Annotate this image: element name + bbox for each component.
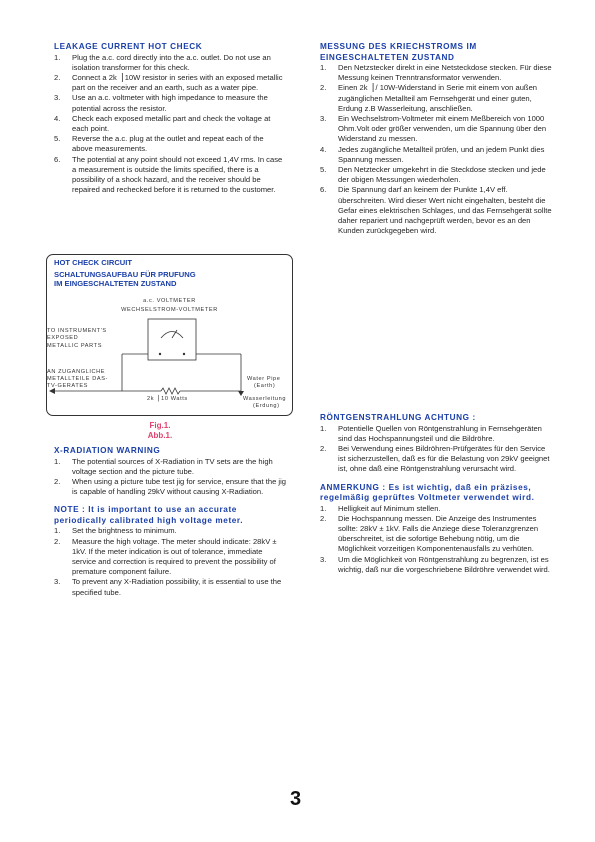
list-item — [320, 444, 552, 475]
water-pipe-label-de-1: Wasserleitung — [243, 396, 287, 402]
leakage-list-de — [320, 63, 552, 236]
leakage-heading-de-line2: EINGESCHALTETEN ZUSTAND — [320, 52, 455, 62]
leakage-section-de — [320, 42, 552, 236]
voltmeter-terminal-left — [159, 353, 161, 355]
hot-check-circuit-box — [46, 254, 293, 416]
leakage-heading-de-line1: MESSUNG DES KRIECHSTROMS IM — [320, 42, 477, 51]
list-item — [320, 114, 552, 145]
list-item-number: 2. — [54, 536, 61, 546]
list-item-text: Jedes zugängliche Metallteil prüfen, und an jedem Punkt dies Spannung messen. — [338, 144, 545, 164]
list-item — [320, 165, 552, 185]
left-label-de-2: METALLTEILE DAS- — [47, 376, 108, 382]
xray-list-de — [320, 424, 552, 475]
list-item-text: Die Hochspannung messen. Die Anzeige des Instrumentes sollte: 28kV ± 1kV. Falls die Anziege diese Toleranzgrenzen überschreitet, ist die sofortige Behebung nötig, um die Möglichkeit vorzeitigen Komponentenausfalls zu verhüten. — [338, 513, 539, 554]
xray-list-en — [54, 457, 286, 498]
list-item-number: 1. — [320, 503, 327, 513]
list-item-number: 1. — [54, 526, 61, 536]
list-item — [320, 83, 552, 114]
list-item-number: 6. — [320, 185, 327, 195]
circuit-diagram — [47, 255, 292, 415]
list-item-number: 2. — [54, 476, 61, 486]
note-heading-de-line1: ANMERKUNG : Es ist wichtig, daß ein präzises, — [320, 482, 532, 492]
left-label-de-1: AN ZUGANGLICHE — [47, 369, 106, 375]
list-item-text: Reverse the a.c. plug at the outlet and repeat each of the above measurements. — [72, 134, 264, 154]
list-item — [54, 526, 286, 536]
list-item-text: To prevent any X-Radiation possibility, it is essential to use the specified tube. — [72, 577, 282, 597]
figure-caption — [110, 421, 210, 441]
list-item — [320, 504, 552, 514]
list-item — [54, 134, 286, 154]
list-item-number: 2. — [320, 513, 327, 523]
list-item-number: 6. — [54, 154, 61, 164]
meter-label-de: WECHSELSTROM-VOLTMETER — [121, 307, 218, 313]
list-item-text: When using a picture tube test jig for service, ensure that the jig is capable of handling 29kV without causing X-Radiation. — [72, 476, 287, 497]
list-item-text: Check each exposed metallic part and check the voltage at each point. — [72, 113, 271, 133]
list-item — [320, 555, 552, 575]
xray-heading-en: X-RADIATION WARNING — [54, 446, 161, 455]
xray-section-en — [54, 446, 286, 598]
list-item-text: Einen 2k▕ / 10W-Widerstand in Serie mit einem von außen zugänglichen Metallteil am Fernsehgerät und einer guten, Erdung z.B Wasserleitung, anschließen. — [338, 83, 538, 113]
list-item-number: 1. — [54, 456, 61, 466]
list-item-text: Um die Möglichkeit von Röntgenstrahlung zu begrenzen, ist es wichtig, daß nur die vorgeschriebene Bildröhre verwendet wird. — [338, 554, 550, 574]
leakage-list-en — [54, 53, 286, 196]
list-item — [54, 93, 286, 113]
note-list-de — [320, 504, 552, 575]
note-heading-de-line2: regelmäßig geprüftes Voltmeter verwendet wird. — [320, 493, 535, 503]
list-item-text: Die Spannung darf an keinem der Punkte 1,4V eff. überschreiten. Wird dieser Wert nicht eingehalten, besteht die Gefar eines elektrischen Schlages, und das Fernsehgerät sollte daher repariert und nachgeprüft werden, bevor es an den Kunden zurückgegeben wird. — [338, 185, 552, 236]
list-item — [54, 114, 286, 134]
figure-caption-de: Abb.1. — [147, 431, 173, 440]
list-item-number: 4. — [320, 144, 327, 154]
list-item-text: Use an a.c. voltmeter with high impedance to measure the potential across the resistor. — [72, 93, 268, 113]
list-item-text: Plug the a.c. cord directly into the a.c. outlet. Do not use an isolation transformer for this check. — [72, 52, 271, 72]
list-item-number: 3. — [54, 577, 61, 587]
list-item-text: Bei Verwendung eines Bildröhren-Prüfgerätes für den Service ist sicherzustellen, daß es für die Belastung von 29kV geeignet ist, ohne daß eine Röntgenstrahlung verursacht wird. — [338, 443, 550, 474]
note-list-en — [54, 526, 286, 597]
list-item-text: Measure the high voltage. The meter should indicate: 28kV ± 1kV. If the meter indication is out of tolerance, immediate service and correction is required to prevent the possibility of premature component failure. — [72, 536, 277, 577]
water-pipe-label-de-2: (Erdung) — [253, 403, 280, 409]
water-pipe-label-en-1: Water Pipe — [247, 376, 281, 382]
list-item-text: Helligkeit auf Minimum stellen. — [338, 503, 441, 513]
list-item-text: Ein Wechselstrom-Voltmeter mit einem Meßbereich von 1000 Ohm.Volt oder größer verwenden, um die Spannung über den Widerstand zu messen. — [338, 114, 547, 144]
list-item-number: 4. — [54, 113, 61, 123]
note-heading-en-line2: periodically calibrated high voltage meter. — [54, 515, 244, 525]
left-label-en-3: METALLIC PARTS — [47, 343, 103, 349]
list-item-text: Den Netztecker umgekehrt in die Steckdose stecken und jede der obigen Messungen wiederholen. — [338, 165, 546, 185]
page-number: 3 — [290, 788, 302, 810]
list-item-number: 1. — [320, 423, 327, 433]
list-item — [320, 185, 552, 236]
water-pipe-label-en-2: (Earth) — [254, 383, 276, 389]
list-item-number: 3. — [320, 554, 327, 564]
list-item-text: The potential at any point should not exceed 1,4V rms. In case a measurement is outside the limits specified, there is a possibility of a shock hazard, and the receiver should be repaired and rechecked before it is returned to the customer. — [72, 154, 283, 195]
list-item-number: 1. — [54, 52, 61, 62]
left-label-de-3: TV-GERATES — [47, 383, 89, 389]
list-item — [320, 145, 552, 165]
list-item-number: 3. — [54, 93, 61, 103]
list-item-text: The potential sources of X-Radiation in TV sets are the high voltage section and the picture tube. — [72, 456, 273, 476]
list-item-number: 2. — [54, 72, 61, 82]
list-item-text: Set the brightness to minimum. — [72, 526, 177, 536]
circuit-title-de-line1: SCHALTUNGSAUFBAU FÜR PRUFUNG — [54, 270, 196, 279]
circuit-title-de-line2: IM EINGESCHALTETEN ZUSTAND — [54, 279, 177, 288]
voltmeter-terminal-right — [183, 353, 185, 355]
leakage-section-en — [54, 42, 286, 195]
left-label-en-1: TO INSTRUMENT'S — [47, 328, 107, 334]
resistor-symbol — [161, 388, 180, 394]
list-item — [54, 537, 286, 578]
arrow-water-pipe — [238, 391, 244, 396]
list-item-text: Potentielle Quellen von Röntgenstrahlung in Fernsehgeräten sind das Hochspannungsteil und die Bildröhre. — [338, 423, 542, 443]
list-item — [54, 477, 286, 497]
list-item-text: Connect a 2k▕ 10W resistor in series with an exposed metallic part on the receiver and an earth, such as a water pipe. — [72, 72, 283, 93]
xray-heading-de: RÖNTGENSTRAHLUNG ACHTUNG : — [320, 413, 476, 422]
list-item — [54, 73, 286, 93]
list-item — [320, 514, 552, 555]
list-item-number: 3. — [320, 114, 327, 124]
arrow-metal-parts — [49, 388, 55, 394]
list-item-number: 5. — [54, 134, 61, 144]
list-item-text: Den Netzstecker direkt in eine Netsteckdose stecken. Für diese Messung keinen Trenntransformator verwenden. — [338, 63, 552, 83]
list-item — [54, 53, 286, 73]
note-heading-en-line1: NOTE : It is important to use an accurate — [54, 505, 237, 515]
list-item — [54, 457, 286, 477]
figure-caption-en: Fig.1. — [149, 421, 171, 430]
meter-label-en: a.c. VOLTMETER — [143, 298, 196, 304]
voltmeter-box — [148, 319, 196, 360]
list-item-number: 5. — [320, 165, 327, 175]
list-item-number: 2. — [320, 83, 327, 93]
list-item — [54, 155, 286, 196]
left-label-en-2: EXPOSED — [47, 335, 79, 341]
list-item — [320, 424, 552, 444]
list-item — [320, 63, 552, 83]
xray-section-de — [320, 413, 552, 575]
resistor-label: 2k▕ 10 Watts — [147, 396, 188, 402]
voltmeter-dial — [161, 332, 183, 339]
leakage-heading-en: LEAKAGE CURRENT HOT CHECK — [54, 42, 203, 51]
list-item — [54, 577, 286, 597]
circuit-title-en: HOT CHECK CIRCUIT — [54, 258, 133, 267]
list-item-number: 2. — [320, 443, 327, 453]
list-item-number: 1. — [320, 63, 327, 72]
